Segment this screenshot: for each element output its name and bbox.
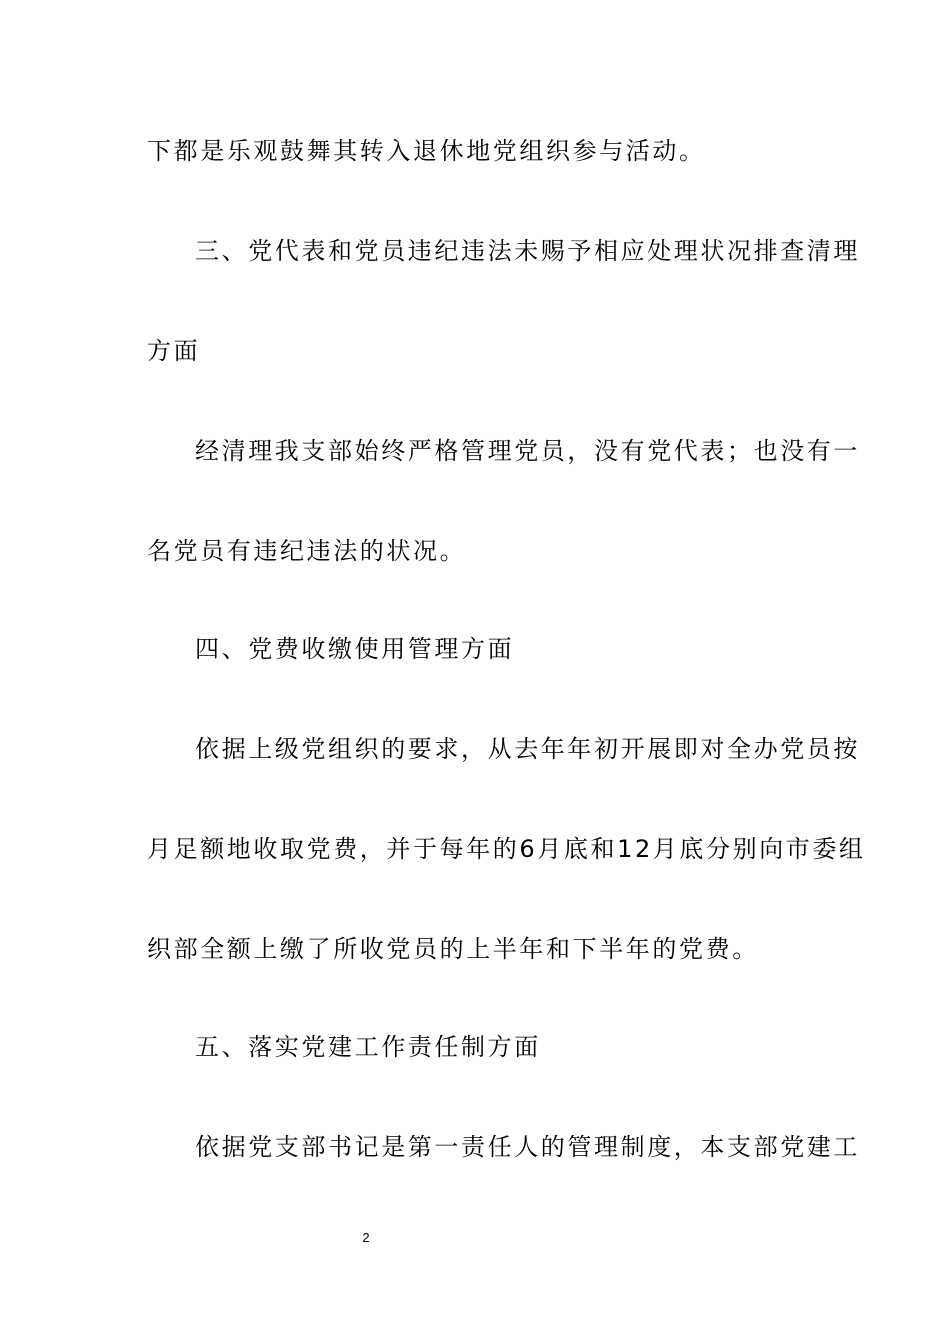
paragraph-line: 依据上级党组织的要求，从去年年初开展即对全办党员按 — [195, 735, 860, 763]
paragraph-line: 织部全额上缴了所收党员的上半年和下半年的党费。 — [147, 935, 759, 963]
page-number: 2 — [362, 1230, 370, 1245]
paragraph-line: 名党员有违纪违法的状况。 — [147, 537, 467, 565]
paragraph-line: 经清理我支部始终严格管理党员，没有党代表；也没有一 — [195, 437, 860, 465]
section-heading: 三、党代表和党员违纪违法未赐予相应处理状况排查清理 — [195, 237, 860, 265]
section-heading: 四、党费收缴使用管理方面 — [195, 635, 515, 663]
section-heading: 五、落实党建工作责任制方面 — [195, 1033, 541, 1061]
paragraph-line: 月足额地收取党费，并于每年的6月底和12月底分别向市委组 — [147, 835, 866, 863]
paragraph-line: 下都是乐观鼓舞其转入退休地党组织参与活动。 — [147, 137, 706, 165]
paragraph-line: 依据党支部书记是第一责任人的管理制度，本支部党建工 — [195, 1133, 860, 1161]
section-heading-continued: 方面 — [147, 337, 201, 365]
